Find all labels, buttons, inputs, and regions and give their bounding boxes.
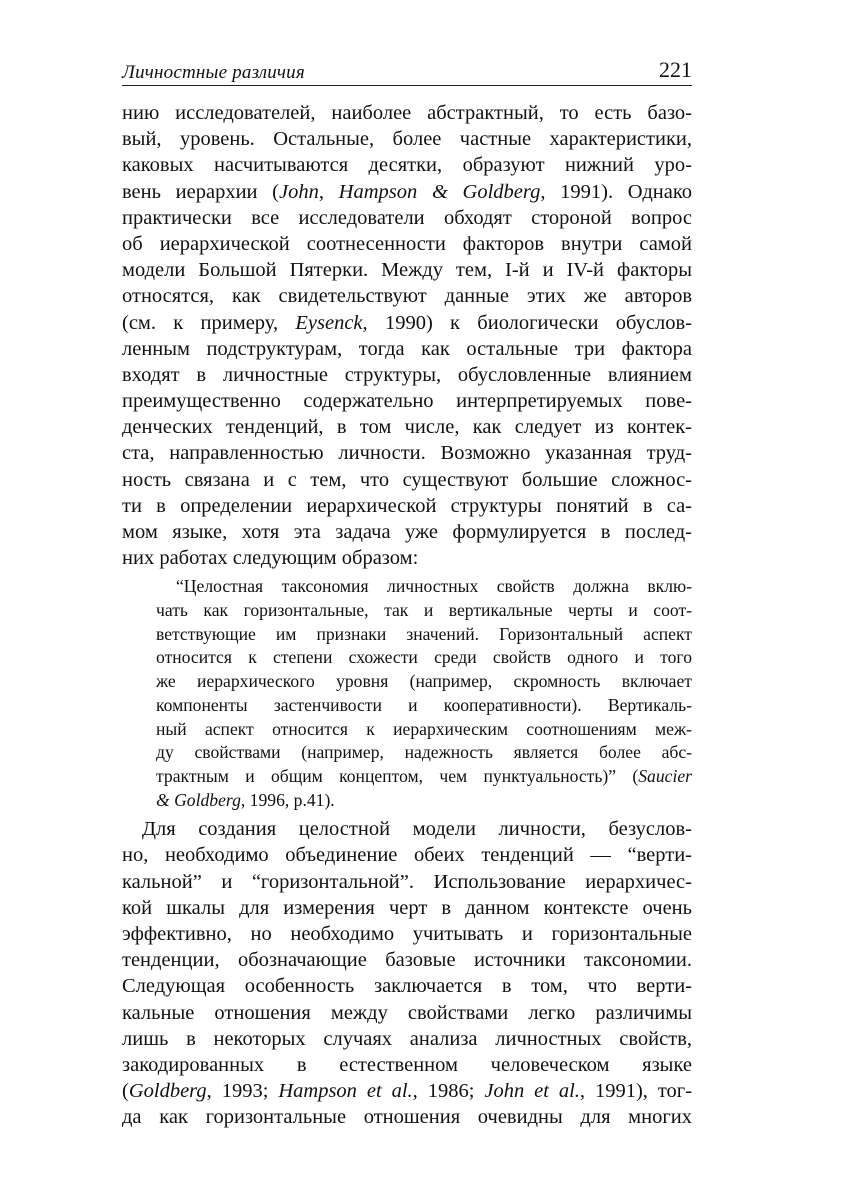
text-line: Следующая особенность заключается в том, что верти- — [122, 975, 692, 998]
text-line: ста, направленностью личности. Возможно указанная труд- — [122, 442, 692, 465]
text-line: каковых насчитываются десятки, образуют нижний уро- — [122, 154, 692, 177]
text-line: лишь в некоторых случаях анализа личностных свойств, — [122, 1027, 692, 1050]
text-line: них работах следующим образом: — [122, 547, 419, 570]
text-line: тенденции, обозначающие базовые источники таксономии. — [122, 949, 692, 972]
text-line: вень иерархии (John, Hampson & Goldberg, 1991). Однако — [122, 180, 692, 203]
text-line: ность связана и с тем, что существуют большие сложнос- — [122, 468, 692, 491]
text-line: кальные отношения между свойствами легко различимы — [122, 1001, 692, 1024]
text-line: относятся, как свидетельствуют данные этих же авторов — [122, 285, 692, 308]
page-body — [122, 100, 692, 1131]
page-number: 221 — [659, 57, 692, 82]
text-line: мом языке, хотя эта задача уже формулируется в послед- — [122, 521, 692, 543]
quote-line: ветствующие им признаки значений. Горизонтальный аспект — [156, 623, 692, 644]
text-line: денческих тенденций, в том числе, как следует из контек- — [122, 416, 692, 439]
quote-line: & Goldberg, 1996, p.41). — [156, 789, 335, 810]
quote-line: же иерархического уровня (например, скромность включает — [156, 671, 692, 692]
header-rule — [122, 85, 692, 86]
text-line: об иерархической соотнесенности факторов внутри самой — [122, 232, 692, 255]
page-header — [122, 52, 692, 86]
text-line: закодированных в естественном человеческом языке — [122, 1053, 692, 1076]
quote-line: чать как горизонтальные, так и вертикальные черты и соот- — [156, 600, 692, 621]
text-line: практически все исследователи обходят стороной вопрос — [122, 206, 692, 229]
text-line: ленным подструктурам, тогда как остальные три фактора — [122, 337, 692, 360]
text-line: эффективно, но необходимо учитывать и горизонтальные — [122, 923, 692, 945]
text-line: но, необходимо объединение обеих тенденций — “верти- — [122, 844, 692, 867]
text-line: кой шкалы для измерения черт в данном контексте очень — [122, 896, 692, 919]
text-line: вый, уровень. Остальные, более частные характеристики, — [122, 128, 692, 151]
running-head: Личностные различия — [122, 62, 305, 83]
text-line: Для создания целостной модели личности, безуслов- — [142, 818, 692, 841]
text-line: да как горизонтальные отношения очевидны для многих — [122, 1106, 692, 1129]
quote-line: ду свойствами (например, надежность является более абс- — [156, 742, 692, 763]
text-line: входят в личностные структуры, обусловленные влиянием — [122, 363, 692, 386]
text-line: преимущественно содержательно интерпретируемых пове- — [122, 390, 692, 413]
text-line: кальной” и “горизонтальной”. Использование иерархичес- — [122, 870, 692, 893]
text-line: модели Большой Пятерки. Между тем, I-й и IV-й факторы — [122, 259, 692, 282]
text-line: (Goldberg, 1993; Hampson et al., 1986; John et al., 1991), тог- — [122, 1080, 693, 1103]
paragraph-1 — [122, 100, 692, 571]
text-line: (см. к примеру, Eysenck, 1990) к биологически обуслов- — [122, 311, 692, 334]
quote-line: ный аспект относится к иерархическим соотношениям меж- — [156, 718, 692, 739]
block-quote — [156, 575, 692, 812]
quote-line: “Целостная таксономия личностных свойств должна вклю- — [176, 576, 692, 597]
quote-line: компоненты застенчивости и кооперативности). Вертикаль- — [156, 694, 692, 715]
text-line: нию исследователей, наиболее абстрактный, то есть базо- — [122, 102, 692, 124]
text-line: ти в определении иерархической структуры понятий в са- — [122, 494, 692, 517]
quote-line: трактным и общим концептом, чем пунктуальность)” (Saucier — [156, 765, 692, 786]
paragraph-2 — [122, 816, 692, 1130]
quote-line: относится к степени схожести среди свойств одного и того — [156, 647, 692, 668]
